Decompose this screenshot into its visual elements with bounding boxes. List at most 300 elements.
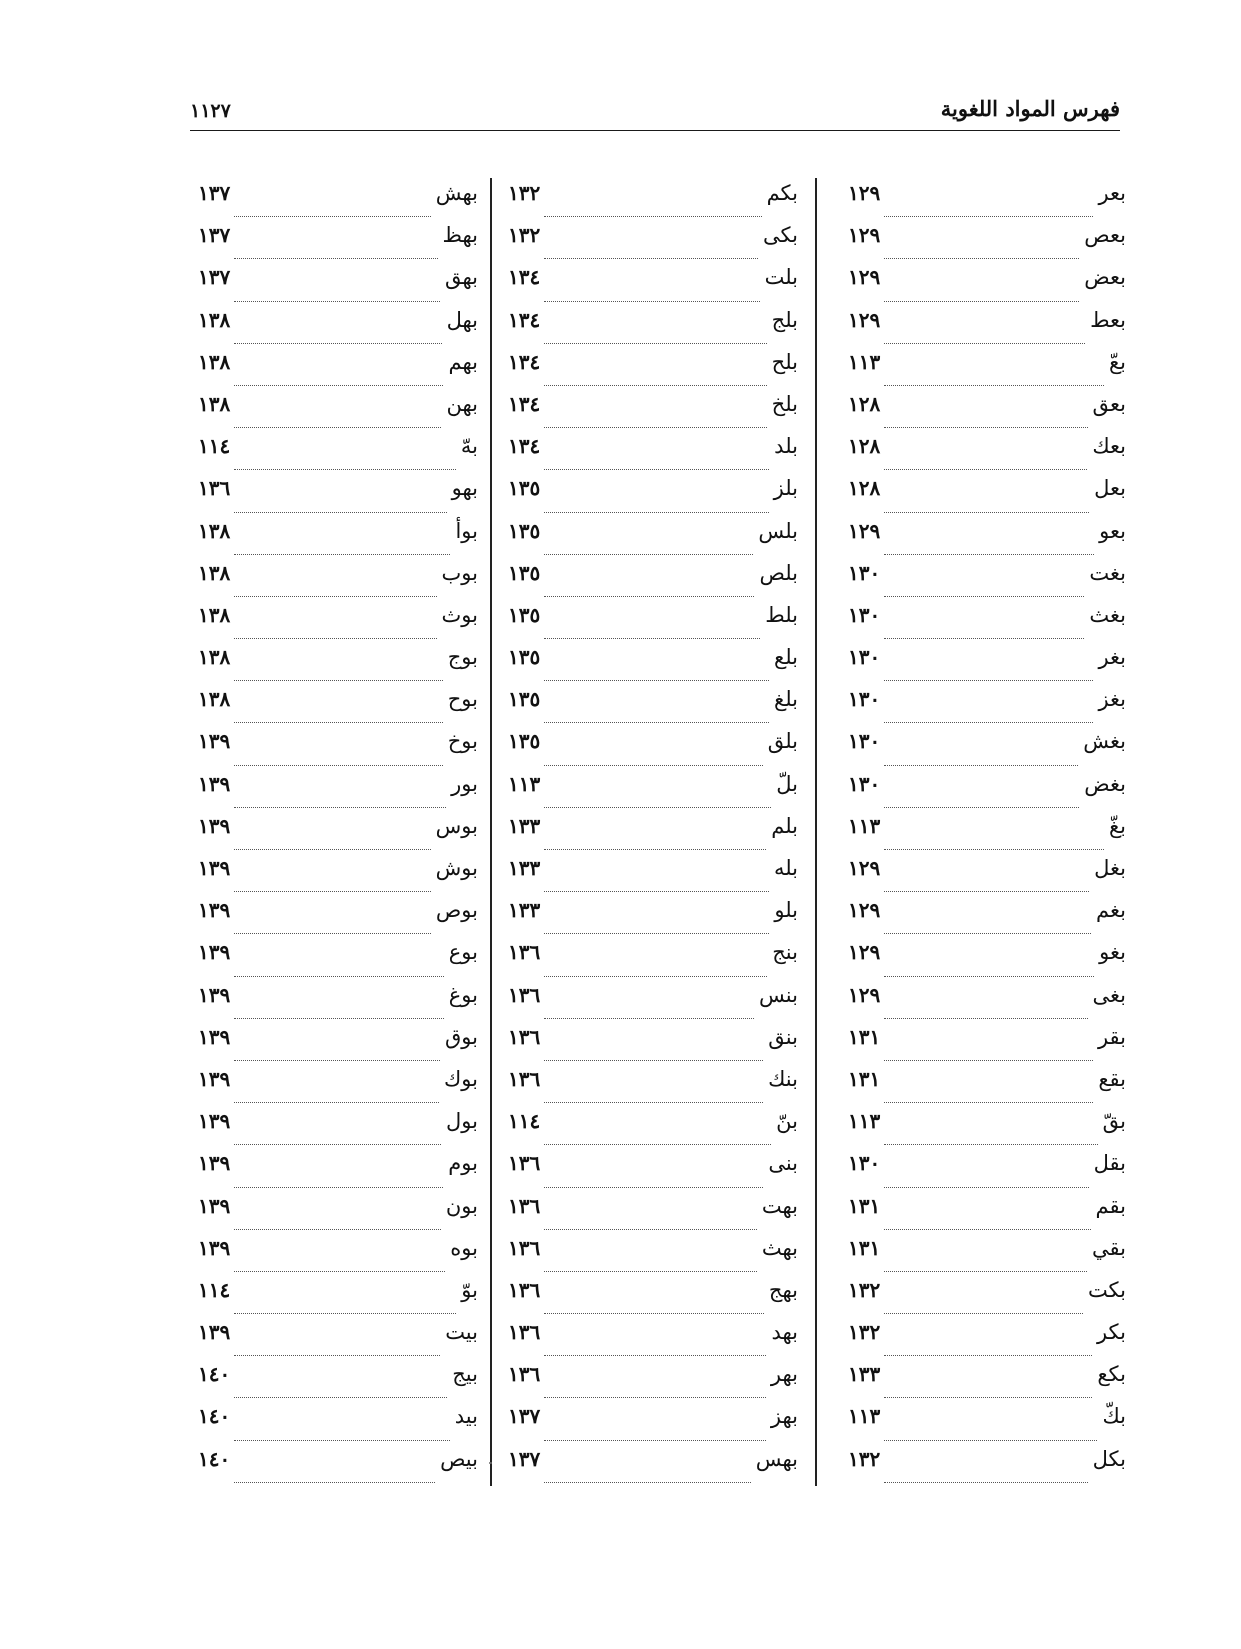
dot-leader <box>544 638 760 639</box>
index-entry <box>198 308 478 350</box>
index-entry <box>848 561 1126 603</box>
dot-leader <box>544 1355 766 1356</box>
entry-page-number: ١٣٦ <box>508 1066 541 1091</box>
entry-page-number: ١٢٨ <box>848 476 881 501</box>
index-entry <box>508 1362 798 1404</box>
entry-word: بوك <box>443 1066 478 1091</box>
entry-page-number: ١٣٧ <box>198 265 231 290</box>
index-entry <box>198 434 478 476</box>
entry-word: بنّ <box>776 1109 798 1134</box>
entry-word: بكّ <box>1102 1404 1126 1429</box>
entry-word: بلو <box>774 898 798 923</box>
index-entry <box>508 645 798 687</box>
entry-word: بعك <box>1092 434 1126 459</box>
entry-page-number: ١١٤ <box>508 1109 541 1134</box>
dot-leader <box>234 427 441 428</box>
entry-page-number: ١٣٣ <box>508 813 541 838</box>
index-entry <box>848 772 1126 814</box>
entry-page-number: ١٣٢ <box>848 1277 881 1302</box>
dot-leader <box>884 1144 1097 1145</box>
entry-word: بعض <box>1084 265 1126 290</box>
index-entry <box>508 1194 798 1236</box>
index-entry <box>198 181 478 223</box>
index-entry <box>848 1025 1126 1067</box>
index-entry <box>848 814 1126 856</box>
index-entry <box>198 476 478 518</box>
index-entry <box>848 476 1126 518</box>
dot-leader <box>234 807 446 808</box>
entry-word: بكل <box>1092 1446 1126 1471</box>
entry-word: بلد <box>774 434 798 459</box>
entry-page-number: ١٣٠ <box>848 645 881 670</box>
entry-page-number: ١٣٩ <box>198 1151 231 1176</box>
dot-leader <box>544 680 769 681</box>
index-entry <box>848 1404 1126 1446</box>
entry-word: بلم <box>771 813 798 838</box>
entry-page-number: ١٣٥ <box>508 645 541 670</box>
entry-word: بنس <box>759 982 798 1007</box>
dot-leader <box>234 1397 447 1398</box>
dot-leader <box>544 385 766 386</box>
dot-leader <box>544 512 768 513</box>
dot-leader <box>234 301 440 302</box>
index-entry <box>198 856 478 898</box>
entry-page-number: ١١٣ <box>848 813 881 838</box>
entry-word: بهق <box>444 265 478 290</box>
entry-page-number: ١٢٩ <box>848 307 881 332</box>
entry-word: بغو <box>1099 940 1126 965</box>
dot-leader <box>544 1397 766 1398</box>
index-entry <box>198 603 478 645</box>
index-entry <box>508 940 798 982</box>
index-entry <box>508 1236 798 1278</box>
index-entry <box>198 1025 478 1067</box>
entry-page-number: ١٢٩ <box>848 265 881 290</box>
index-entry <box>848 687 1126 729</box>
entry-word: بغر <box>1098 645 1126 670</box>
dot-leader <box>884 680 1093 681</box>
entry-page-number: ١٣٥ <box>508 560 541 585</box>
dot-leader <box>884 554 1094 555</box>
index-entry <box>198 1320 478 1362</box>
entry-word: بهش <box>435 181 478 205</box>
index-entry <box>848 1194 1126 1236</box>
index-entry <box>508 308 798 350</box>
entry-page-number: ١٣٨ <box>198 602 231 627</box>
index-entry <box>508 898 798 940</box>
dot-leader <box>234 1102 439 1103</box>
entry-page-number: ١٣٨ <box>198 307 231 332</box>
entry-page-number: ١٣٥ <box>508 518 541 543</box>
entry-word: بعق <box>1092 391 1126 416</box>
entry-page-number: ١٣٥ <box>508 476 541 501</box>
index-entry <box>848 603 1126 645</box>
scan-speck <box>489 1462 492 1464</box>
index-entry <box>508 687 798 729</box>
dot-leader <box>884 385 1104 386</box>
entry-word: بوس <box>435 813 478 838</box>
entry-word: بوه <box>450 1235 478 1260</box>
index-entry <box>198 1151 478 1193</box>
dot-leader <box>544 216 761 217</box>
dot-leader <box>544 1187 763 1188</box>
entry-word: بكم <box>766 181 798 205</box>
index-entry <box>848 434 1126 476</box>
entry-word: بهز <box>770 1404 798 1429</box>
entry-page-number: ١٢٩ <box>848 518 881 543</box>
index-entry <box>198 940 478 982</box>
dot-leader <box>544 1102 763 1103</box>
entry-page-number: ١٣٩ <box>198 1109 231 1134</box>
dot-leader <box>884 1355 1092 1356</box>
index-entry <box>508 519 798 561</box>
entry-word: بقع <box>1098 1066 1126 1091</box>
dot-leader <box>884 1313 1083 1314</box>
dot-leader <box>234 469 456 470</box>
entry-word: بقر <box>1097 1024 1126 1049</box>
entry-page-number: ١٣٩ <box>198 771 231 796</box>
entry-word: بنج <box>772 940 798 965</box>
entry-word: بعط <box>1090 307 1126 332</box>
index-entry <box>198 561 478 603</box>
index-entry <box>848 940 1126 982</box>
index-entry <box>508 350 798 392</box>
index-entry <box>198 983 478 1025</box>
entry-page-number: ١٣٧ <box>198 223 231 248</box>
entry-word: بوب <box>441 560 478 585</box>
index-entry <box>848 729 1126 771</box>
dot-leader <box>884 933 1091 934</box>
entry-page-number: ١٢٩ <box>848 898 881 923</box>
entry-word: بلز <box>773 476 798 501</box>
dot-leader <box>544 849 766 850</box>
entry-page-number: ١٣٦ <box>508 1235 541 1260</box>
entry-page-number: ١٤٠ <box>198 1362 231 1387</box>
dot-leader <box>884 1482 1087 1483</box>
index-entry <box>508 603 798 645</box>
entry-page-number: ١١٣ <box>508 771 541 796</box>
dot-leader <box>544 765 762 766</box>
running-header <box>190 96 1120 131</box>
dot-leader <box>234 1018 444 1019</box>
entry-word: بول <box>446 1109 478 1134</box>
entry-word: بنى <box>768 1151 798 1176</box>
entry-word: بكت <box>1087 1277 1126 1302</box>
dot-leader <box>544 976 767 977</box>
index-entry <box>198 772 478 814</box>
entry-page-number: ١٣٩ <box>198 1066 231 1091</box>
index-entry <box>198 814 478 856</box>
dot-leader <box>884 722 1093 723</box>
entry-page-number: ١١٤ <box>198 434 231 459</box>
entry-word: بهس <box>755 1446 798 1471</box>
dot-leader <box>884 512 1089 513</box>
index-entry <box>848 856 1126 898</box>
index-entry <box>198 1236 478 1278</box>
entry-word: بقل <box>1093 1151 1126 1176</box>
index-entry <box>508 814 798 856</box>
entry-word: بوأ <box>455 518 478 543</box>
index-column-left <box>198 181 478 1489</box>
index-entry <box>508 1109 798 1151</box>
dot-leader <box>884 301 1079 302</box>
entry-page-number: ١٣٦ <box>508 1151 541 1176</box>
entry-word: بلّ <box>776 771 798 796</box>
dot-leader <box>544 343 766 344</box>
entry-word: بعر <box>1098 181 1126 205</box>
entry-word: بلت <box>764 265 798 290</box>
dot-leader <box>544 427 766 428</box>
dot-leader <box>544 1229 757 1230</box>
index-entry <box>508 1067 798 1109</box>
entry-word: بهم <box>448 349 478 374</box>
dot-leader <box>234 976 444 977</box>
dot-leader <box>234 765 443 766</box>
index-entry <box>508 983 798 1025</box>
index-entry <box>198 1067 478 1109</box>
entry-word: بعص <box>1084 223 1126 248</box>
entry-word: بهر <box>770 1362 798 1387</box>
entry-word: بوغ <box>448 982 478 1007</box>
entry-word: بعو <box>1099 518 1126 543</box>
entry-word: بهظ <box>442 223 478 248</box>
dot-leader <box>544 1313 764 1314</box>
entry-page-number: ١٢٩ <box>848 940 881 965</box>
dot-leader <box>234 933 431 934</box>
index-entry <box>198 519 478 561</box>
entry-page-number: ١٢٩ <box>848 223 881 248</box>
entry-word: بله <box>773 856 798 880</box>
entry-word: بلع <box>774 645 798 670</box>
entry-page-number: ١٣١ <box>848 1066 881 1091</box>
entry-word: بغز <box>1098 687 1126 712</box>
entry-word: بيد <box>454 1404 478 1429</box>
page-number: ١١٢٧ <box>190 100 231 122</box>
entry-page-number: ١٣٦ <box>508 1277 541 1302</box>
entry-page-number: ١٣٧ <box>508 1446 541 1471</box>
index-entry <box>198 1194 478 1236</box>
entry-word: بكع <box>1097 1362 1126 1387</box>
dot-leader <box>884 1440 1097 1441</box>
entry-word: بهن <box>446 391 478 416</box>
dot-leader <box>544 1482 750 1483</box>
entry-page-number: ١٣٤ <box>508 434 541 459</box>
dot-leader <box>884 1187 1088 1188</box>
entry-word: بقم <box>1095 1193 1126 1218</box>
dot-leader <box>544 807 771 808</box>
entry-page-number: ١٣٨ <box>198 687 231 712</box>
entry-word: بغث <box>1089 602 1126 627</box>
index-entry <box>848 1320 1126 1362</box>
dot-leader <box>234 512 446 513</box>
index-entry <box>848 1236 1126 1278</box>
entry-page-number: ١٣٦ <box>508 1193 541 1218</box>
index-entry <box>508 1025 798 1067</box>
index-entry <box>508 772 798 814</box>
entry-word: بوش <box>435 856 478 880</box>
entry-page-number: ١٤٠ <box>198 1446 231 1471</box>
entry-word: بهث <box>761 1235 798 1260</box>
entry-word: بوع <box>448 940 478 965</box>
dot-leader <box>234 722 443 723</box>
index-entry <box>198 392 478 434</box>
entry-page-number: ١٣٩ <box>198 1193 231 1218</box>
entry-page-number: ١١٣ <box>848 1109 881 1134</box>
index-entry <box>848 898 1126 940</box>
index-entry <box>198 265 478 307</box>
dot-leader <box>234 1229 441 1230</box>
dot-leader <box>884 1229 1090 1230</box>
dot-leader <box>234 258 437 259</box>
dot-leader <box>234 680 443 681</box>
dot-leader <box>234 1144 441 1145</box>
entry-word: بقي <box>1092 1235 1126 1260</box>
index-entry <box>508 181 798 223</box>
dot-leader <box>884 1271 1087 1272</box>
entry-word: بقّ <box>1102 1109 1126 1134</box>
index-entry <box>848 1151 1126 1193</box>
index-entry <box>508 1278 798 1320</box>
dot-leader <box>234 385 443 386</box>
dot-leader <box>884 1060 1093 1061</box>
index-entry <box>508 561 798 603</box>
index-entry <box>848 308 1126 350</box>
dot-leader <box>544 469 769 470</box>
entry-word: بيج <box>452 1362 478 1387</box>
index-entry <box>508 223 798 265</box>
dot-leader <box>544 1271 757 1272</box>
entry-page-number: ١٣٠ <box>848 602 881 627</box>
dot-leader <box>544 722 769 723</box>
dot-leader <box>234 1187 443 1188</box>
entry-word: بغى <box>1092 982 1126 1007</box>
index-entry <box>508 1151 798 1193</box>
dot-leader <box>234 216 430 217</box>
entry-page-number: ١٣٩ <box>198 982 231 1007</box>
entry-page-number: ١٣١ <box>848 1235 881 1260</box>
index-entry <box>198 223 478 265</box>
entry-page-number: ١٣٢ <box>848 1446 881 1471</box>
entry-page-number: ١٣٤ <box>508 391 541 416</box>
index-entry <box>198 687 478 729</box>
entry-page-number: ١٣٦ <box>508 1320 541 1345</box>
entry-word: بلق <box>767 729 798 754</box>
entry-word: بلس <box>758 518 798 543</box>
index-entry <box>508 729 798 771</box>
dot-leader <box>884 891 1089 892</box>
column-divider <box>490 178 492 1486</box>
index-entry <box>848 1362 1126 1404</box>
dot-leader <box>544 1144 771 1145</box>
entry-page-number: ١٣٠ <box>848 1151 881 1176</box>
entry-word: بغش <box>1083 729 1126 754</box>
index-entry <box>848 519 1126 561</box>
entry-word: بغل <box>1094 856 1126 880</box>
entry-word: بوم <box>448 1151 478 1176</box>
index-entry <box>198 729 478 771</box>
dot-leader <box>884 1018 1087 1019</box>
entry-page-number: ١٢٨ <box>848 434 881 459</box>
entry-word: بنك <box>768 1066 798 1091</box>
index-entry <box>198 1109 478 1151</box>
entry-word: بوج <box>447 645 478 670</box>
entry-page-number: ١٣٨ <box>198 349 231 374</box>
entry-word: بلخ <box>771 391 798 416</box>
entry-word: بهج <box>768 1277 798 1302</box>
dot-leader <box>884 976 1094 977</box>
entry-word: بكى <box>763 223 798 248</box>
dot-leader <box>234 638 436 639</box>
dot-leader <box>884 849 1104 850</box>
index-entry <box>508 476 798 518</box>
entry-page-number: ١٣٧ <box>508 1404 541 1429</box>
dot-leader <box>234 891 430 892</box>
entry-page-number: ١٣٩ <box>198 1320 231 1345</box>
index-entry <box>198 1404 478 1446</box>
dot-leader <box>884 258 1079 259</box>
entry-word: بوق <box>445 1024 478 1049</box>
dot-leader <box>234 1440 450 1441</box>
entry-page-number: ١٣٨ <box>198 645 231 670</box>
dot-leader <box>884 596 1084 597</box>
page-title: فهرس المواد اللغوية <box>940 96 1120 121</box>
entry-page-number: ١١٣ <box>848 349 881 374</box>
entry-page-number: ١٣٥ <box>508 729 541 754</box>
dot-leader <box>234 1313 456 1314</box>
entry-page-number: ١٣٢ <box>508 181 541 205</box>
entry-page-number: ١٣٧ <box>198 181 231 205</box>
dot-leader <box>884 216 1093 217</box>
index-entry <box>198 1278 478 1320</box>
dot-leader <box>234 849 430 850</box>
entry-word: بون <box>445 1193 478 1218</box>
entry-word: بهد <box>771 1320 798 1345</box>
entry-page-number: ١٢٩ <box>848 181 881 205</box>
entry-word: بعل <box>1094 476 1126 501</box>
dot-leader <box>884 807 1079 808</box>
entry-page-number: ١٣٢ <box>508 223 541 248</box>
entry-page-number: ١٣٦ <box>198 476 231 501</box>
index-entry <box>848 645 1126 687</box>
entry-page-number: ١٣١ <box>848 1193 881 1218</box>
entry-word: بهو <box>451 476 478 501</box>
dot-leader <box>234 1060 440 1061</box>
dot-leader <box>544 1060 763 1061</box>
entry-word: بوّ <box>461 1277 478 1302</box>
dot-leader <box>884 1397 1092 1398</box>
dot-leader <box>884 427 1087 428</box>
entry-word: بغت <box>1089 560 1126 585</box>
entry-word: بوص <box>435 898 478 923</box>
entry-word: بلط <box>765 602 798 627</box>
entry-page-number: ١٣٩ <box>198 1024 231 1049</box>
entry-word: بلح <box>771 349 798 374</box>
entry-word: بغم <box>1096 898 1126 923</box>
entry-page-number: ١٣٠ <box>848 771 881 796</box>
index-entry <box>848 181 1126 223</box>
entry-page-number: ١٣٠ <box>848 687 881 712</box>
index-entry <box>508 265 798 307</box>
index-entry <box>508 856 798 898</box>
entry-page-number: ١٣٨ <box>198 560 231 585</box>
index-entry <box>848 223 1126 265</box>
entry-page-number: ١٣١ <box>848 1024 881 1049</box>
index-column-right <box>848 181 1126 1489</box>
index-entry <box>848 265 1126 307</box>
entry-page-number: ١٣٨ <box>198 391 231 416</box>
index-entry <box>508 1447 798 1489</box>
entry-word: بور <box>451 771 478 796</box>
